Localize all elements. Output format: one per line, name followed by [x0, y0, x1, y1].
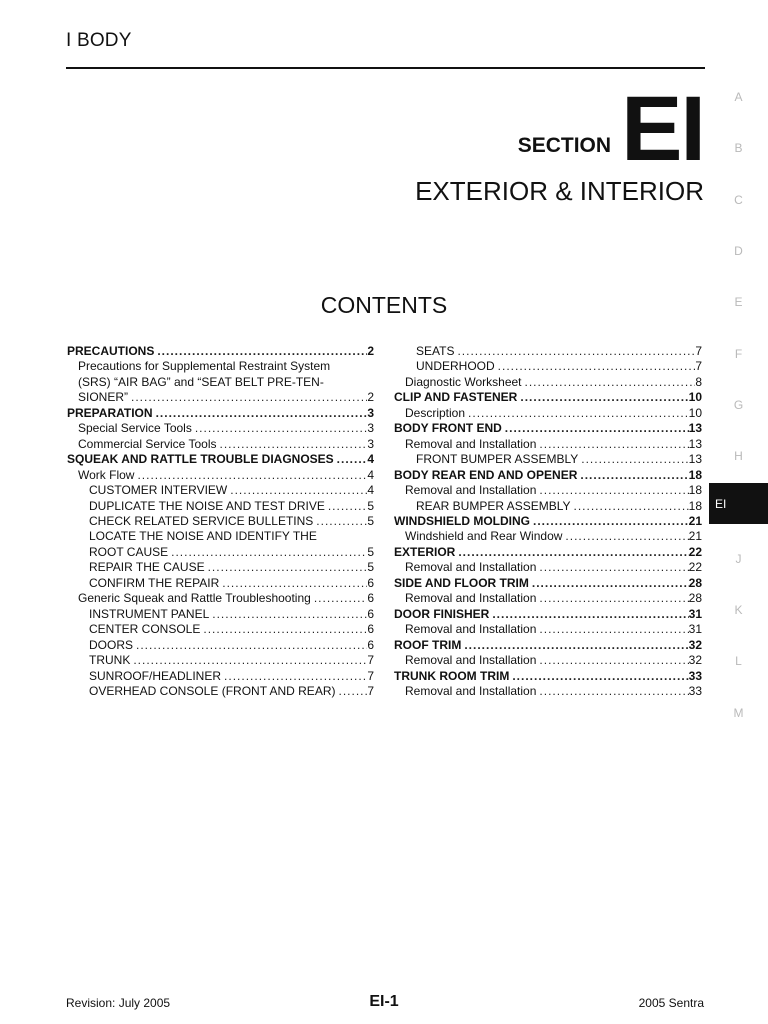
- toc-entry[interactable]: [394, 514, 702, 529]
- toc-entry-title: DUPLICATE THE NOISE AND TEST DRIVE: [89, 498, 325, 513]
- toc-entry-page: 2: [367, 390, 374, 405]
- toc-entry-page: 18: [688, 498, 702, 513]
- toc-entry-title: Description: [405, 405, 466, 420]
- toc-entry-page: 21: [688, 529, 702, 544]
- toc-entry-title: Removal and Installation: [405, 653, 537, 668]
- toc-entry[interactable]: [67, 390, 374, 405]
- toc-entry-page: 3: [367, 405, 374, 420]
- dot-leader: [134, 468, 367, 483]
- section-tab-a[interactable]: A: [734, 89, 743, 104]
- toc-entry[interactable]: [67, 452, 374, 467]
- toc-entry[interactable]: [394, 607, 702, 622]
- toc-entry[interactable]: [67, 406, 374, 421]
- toc-entry[interactable]: [67, 421, 374, 436]
- toc-entry-title: PREPARATION: [67, 405, 153, 420]
- toc-entry-page: 7: [367, 668, 374, 683]
- toc-entry-page: 28: [688, 575, 702, 590]
- dot-leader: [495, 359, 696, 374]
- dot-leader: [509, 669, 688, 684]
- footer-revision: Revision: July 2005: [66, 996, 171, 1010]
- toc-entry-title: Removal and Installation: [405, 436, 537, 451]
- toc-entry-title: Generic Squeak and Rattle Troubleshooting: [78, 591, 311, 606]
- toc-entry-title: CHECK RELATED SERVICE BULLETINS: [89, 513, 314, 528]
- dot-leader: [130, 653, 367, 668]
- dot-leader: [454, 344, 695, 359]
- toc-entry[interactable]: [394, 638, 702, 653]
- dot-leader: [578, 452, 688, 467]
- toc-entry-title: REPAIR THE CAUSE: [89, 560, 205, 575]
- toc-entry-page: 13: [688, 436, 702, 451]
- toc-entry[interactable]: [67, 499, 374, 514]
- contents-title: CONTENTS: [320, 292, 448, 318]
- toc-entry-title: TRUNK: [89, 653, 131, 668]
- toc-entry[interactable]: [67, 669, 374, 684]
- toc-entry-title: CLIP AND FASTENER: [394, 390, 518, 405]
- toc-entry-title: CENTER CONSOLE: [89, 622, 201, 637]
- toc-left-column: [67, 344, 374, 699]
- section-tab-g[interactable]: G: [733, 397, 744, 412]
- dot-leader: [133, 638, 367, 653]
- dot-leader: [192, 421, 367, 436]
- toc-entry[interactable]: [67, 560, 374, 575]
- toc-entry-page: 33: [688, 683, 702, 698]
- toc-entry[interactable]: [394, 375, 702, 390]
- toc-entry[interactable]: [394, 591, 702, 606]
- section-name: EXTERIOR & INTERIOR: [415, 176, 704, 206]
- toc-entry-title: INSTRUMENT PANEL: [89, 606, 210, 621]
- toc-entry-title: Removal and Installation: [405, 483, 537, 498]
- toc-entry[interactable]: [394, 653, 702, 668]
- dot-leader: [562, 529, 688, 544]
- toc-entry-page: 31: [688, 622, 702, 637]
- toc-entry-page: 7: [367, 653, 374, 668]
- toc-entry[interactable]: [394, 359, 702, 374]
- dot-leader: [227, 483, 367, 498]
- toc-entry-page: 6: [367, 622, 374, 637]
- toc-entry[interactable]: [67, 638, 374, 653]
- toc-entry[interactable]: [67, 591, 374, 606]
- dot-leader: [536, 622, 688, 637]
- toc-entry-page: 13: [688, 421, 702, 436]
- toc-entry[interactable]: [67, 653, 374, 668]
- toc-entry-page: 6: [367, 591, 374, 606]
- dot-leader: [219, 576, 367, 591]
- section-tab-m[interactable]: M: [733, 705, 744, 720]
- toc-entry[interactable]: [394, 344, 702, 359]
- toc-entry[interactable]: [67, 483, 374, 498]
- toc-entry[interactable]: [394, 669, 702, 684]
- section-tab-c[interactable]: C: [734, 192, 743, 207]
- toc-entry[interactable]: [394, 545, 702, 560]
- section-heading: [517, 78, 704, 180]
- toc-entry[interactable]: [394, 406, 702, 421]
- dot-leader: [502, 421, 689, 436]
- toc-entry-page: 5: [367, 498, 374, 513]
- toc-entry-page: 3: [367, 421, 374, 436]
- toc-entry-title: Special Service Tools: [78, 421, 192, 436]
- toc-entry-page: 3: [367, 436, 374, 451]
- toc-entry[interactable]: [67, 359, 374, 374]
- toc-entry-page: 4: [367, 452, 374, 467]
- toc-entry-title: Commercial Service Tools: [78, 436, 217, 451]
- toc-entry-title: CUSTOMER INTERVIEW: [89, 483, 228, 498]
- toc-entry[interactable]: [67, 545, 374, 560]
- section-word: SECTION: [517, 134, 612, 157]
- toc-entry[interactable]: [67, 684, 374, 699]
- dot-leader: [217, 437, 368, 452]
- toc-entry-page: 31: [688, 606, 702, 621]
- toc-entry-page: 5: [367, 544, 374, 559]
- toc-entry[interactable]: [394, 499, 702, 514]
- footer-page-number: EI-1: [369, 993, 399, 1010]
- toc-entry-title: SUNROOF/HEADLINER: [89, 668, 222, 683]
- section-tab-j[interactable]: J: [735, 551, 742, 566]
- dot-leader: [168, 545, 367, 560]
- toc-entry[interactable]: [394, 390, 702, 405]
- toc-entry-title: Windshield and Rear Window: [405, 529, 563, 544]
- toc-entry-page: 18: [688, 483, 702, 498]
- toc-entry-title: SEATS: [416, 344, 455, 358]
- toc-entry-page: 13: [688, 452, 702, 467]
- toc-entry-page: 8: [695, 374, 702, 389]
- toc-entry-page: 7: [367, 683, 374, 698]
- toc-entry-title: REAR BUMPER ASSEMBLY: [416, 498, 571, 513]
- toc-entry-title: SQUEAK AND RATTLE TROUBLE DIAGNOSES: [67, 452, 334, 467]
- dot-leader: [455, 545, 688, 560]
- dot-leader: [128, 390, 367, 405]
- section-tab-ei[interactable]: EI: [709, 483, 768, 524]
- dot-leader: [311, 591, 367, 606]
- dot-leader: [536, 437, 688, 452]
- toc-entry[interactable]: [394, 437, 702, 452]
- toc-entry[interactable]: [67, 375, 374, 390]
- toc-entry-title: Removal and Installation: [405, 591, 537, 606]
- toc-entry-page: 5: [367, 513, 374, 528]
- toc-entry[interactable]: [394, 622, 702, 637]
- toc-entry-title: Precautions for Supplemental Restraint System: [78, 359, 331, 374]
- dot-leader: [313, 514, 367, 529]
- dot-leader: [517, 390, 688, 405]
- dot-leader: [334, 452, 368, 467]
- dot-leader: [465, 406, 689, 421]
- dot-leader: [489, 607, 688, 622]
- dot-leader: [335, 684, 367, 699]
- toc-entry-page: 6: [367, 575, 374, 590]
- toc-entry[interactable]: [394, 452, 702, 467]
- section-tab-h[interactable]: H: [734, 448, 743, 463]
- toc-entry-title: UNDERHOOD: [416, 359, 495, 374]
- toc-entry-page: 10: [688, 405, 702, 420]
- toc-entry-page: 7: [695, 359, 702, 374]
- section-tab-l[interactable]: L: [735, 653, 742, 668]
- dot-leader: [571, 499, 689, 514]
- dot-leader: [461, 638, 688, 653]
- dot-leader: [536, 684, 688, 699]
- toc-entry-title: ROOF TRIM: [394, 637, 462, 652]
- dot-leader: [221, 669, 367, 684]
- toc-entry-title: SIDE AND FLOOR TRIM: [394, 575, 529, 590]
- toc-entry-page: 28: [688, 591, 702, 606]
- toc-entry-title: FRONT BUMPER ASSEMBLY: [416, 452, 579, 467]
- toc-entry[interactable]: [394, 529, 702, 544]
- toc-entry-page: 32: [688, 637, 702, 652]
- section-tab-f[interactable]: F: [734, 346, 743, 361]
- toc-entry-title: OVERHEAD CONSOLE (FRONT AND REAR): [89, 683, 336, 698]
- toc-entry-title: BODY FRONT END: [394, 421, 502, 436]
- toc-entry[interactable]: [394, 560, 702, 575]
- toc-entry[interactable]: [394, 483, 702, 498]
- header-rule: [66, 67, 705, 69]
- dot-leader: [325, 499, 367, 514]
- toc-entry[interactable]: [67, 607, 374, 622]
- toc-entry[interactable]: [394, 421, 702, 436]
- section-tab-d[interactable]: D: [734, 243, 743, 258]
- page-header-title: I BODY: [66, 30, 132, 51]
- toc-entry-title: ROOT CAUSE: [89, 544, 169, 559]
- toc-entry-page: 22: [688, 560, 702, 575]
- toc-entry-title: SIONER”: [78, 390, 129, 405]
- section-tab-k[interactable]: K: [734, 602, 743, 617]
- toc-entry[interactable]: [67, 529, 374, 544]
- toc-entry-title: PRECAUTIONS: [67, 344, 155, 358]
- dot-leader: [529, 576, 689, 591]
- toc-entry[interactable]: [67, 468, 374, 483]
- toc-entry[interactable]: [67, 344, 374, 359]
- toc-entry[interactable]: [67, 437, 374, 452]
- toc-entry-page: 33: [688, 668, 702, 683]
- toc-entry-title: Removal and Installation: [405, 622, 537, 637]
- toc-entry-title: LOCATE THE NOISE AND IDENTIFY THE: [89, 529, 317, 544]
- toc-entry-title: Removal and Installation: [405, 560, 537, 575]
- toc-entry-page: 32: [688, 653, 702, 668]
- dot-leader: [154, 344, 367, 359]
- toc-entry-title: WINDSHIELD MOLDING: [394, 513, 530, 528]
- toc-entry-title: DOORS: [89, 637, 134, 652]
- toc-entry-title: Work Flow: [78, 467, 135, 482]
- dot-leader: [536, 591, 688, 606]
- toc-entry-title: BODY REAR END AND OPENER: [394, 467, 578, 482]
- toc-entry[interactable]: [394, 468, 702, 483]
- dot-leader: [522, 375, 696, 390]
- toc-entry-page: 10: [688, 390, 702, 405]
- dot-leader: [536, 653, 688, 668]
- toc-entry-title: (SRS) “AIR BAG” and “SEAT BELT PRE-TEN-: [78, 374, 324, 389]
- toc-entry-page: 4: [367, 467, 374, 482]
- dot-leader: [536, 560, 688, 575]
- toc-entry-page: 6: [367, 606, 374, 621]
- toc-entry-title: EXTERIOR: [394, 544, 456, 559]
- toc-entry-page: 21: [688, 513, 702, 528]
- toc-entry-title: DOOR FINISHER: [394, 606, 490, 621]
- toc-right-column: [394, 344, 702, 699]
- toc-entry-page: 2: [367, 344, 374, 358]
- toc-entry-title: Diagnostic Worksheet: [405, 374, 522, 389]
- dot-leader: [205, 560, 368, 575]
- section-tab-b[interactable]: B: [734, 140, 743, 155]
- toc-entry-title: Removal and Installation: [405, 683, 537, 698]
- dot-leader: [209, 607, 367, 622]
- dot-leader: [530, 514, 689, 529]
- toc-entry-title: CONFIRM THE REPAIR: [89, 575, 220, 590]
- dot-leader: [200, 622, 367, 637]
- dot-leader: [577, 468, 688, 483]
- toc-entry[interactable]: [67, 514, 374, 529]
- toc-entry[interactable]: [394, 576, 702, 591]
- toc-entry[interactable]: [394, 684, 702, 699]
- dot-leader: [153, 406, 368, 421]
- toc-entry[interactable]: [67, 622, 374, 637]
- toc-entry-page: 4: [367, 483, 374, 498]
- toc-entry-page: 7: [695, 344, 702, 358]
- toc-entry-page: 5: [367, 560, 374, 575]
- section-tab-e[interactable]: E: [734, 294, 743, 309]
- dot-leader: [536, 483, 688, 498]
- toc-entry-title: TRUNK ROOM TRIM: [394, 668, 510, 683]
- toc-entry[interactable]: [67, 576, 374, 591]
- toc-entry-page: 6: [367, 637, 374, 652]
- footer-model: 2005 Sentra: [638, 996, 704, 1010]
- toc-entry-page: 18: [688, 467, 702, 482]
- section-code: EI: [621, 78, 704, 180]
- toc-entry-page: 22: [688, 544, 702, 559]
